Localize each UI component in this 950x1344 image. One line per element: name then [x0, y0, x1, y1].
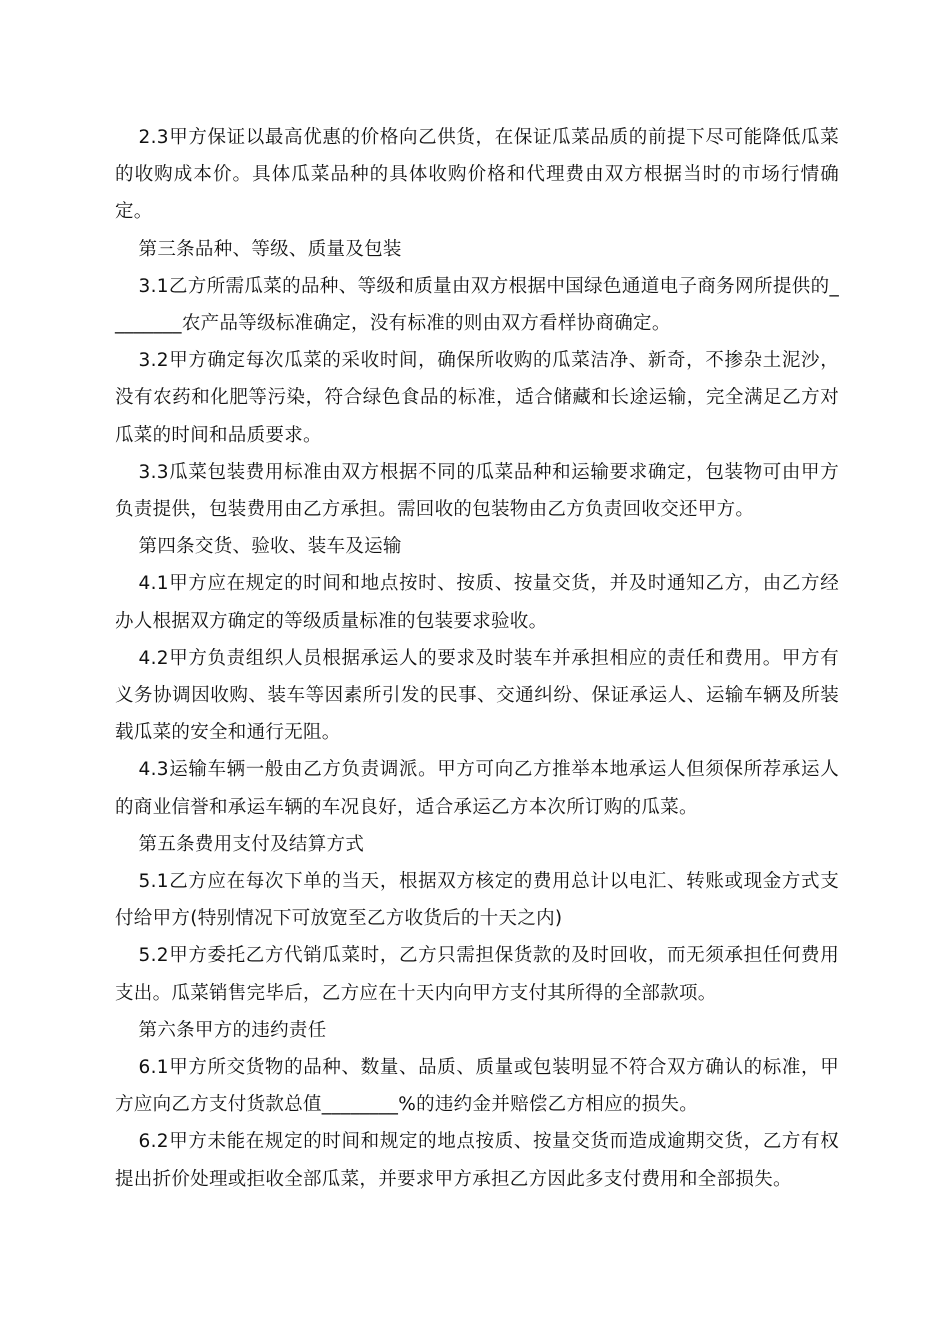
paragraph-4-2: 4.2甲方负责组织人员根据承运人的要求及时装车并承担相应的责任和费用。甲方有义务协调因收购、装车等因素所引发的民事、交通纠纷、保证承运人、运输车辆及所装载瓜菜的安全和通行无阻。 [115, 647, 839, 744]
paragraph-6-2: 6.2甲方未能在规定的时间和规定的地点按质、按量交货而造成逾期交货，乙方有权提出折价处理或拒收全部瓜菜，并要求甲方承担乙方因此多支付费用和全部损失。 [115, 1131, 839, 1190]
section-heading-6: 第六条甲方的违约责任 [138, 1019, 327, 1041]
document-body [115, 119, 839, 1198]
paragraph-2-3: 2.3甲方保证以最高优惠的价格向乙供货，在保证瓜菜品质的前提下尽可能降低瓜菜的收购成本价。具体瓜菜品种的具体收购价格和代理费由双方根据当时的市场行情确定。 [115, 127, 839, 223]
section-heading-4: 第四条交货、验收、装车及运输 [138, 536, 402, 558]
paragraph-5-1: 5.1乙方应在每次下单的当天，根据双方核定的费用总计以电汇、转账或现金方式支付给甲方(特别情况下可放宽至乙方收货后的十天之内) [115, 871, 839, 930]
paragraph-5-2: 5.2甲方委托乙方代销瓜菜时，乙方只需担保货款的及时回收，而无须承担任何费用支出。瓜菜销售完毕后，乙方应在十天内向甲方支付其所得的全部款项。 [115, 945, 839, 1004]
paragraph-3-1: 3.1乙方所需瓜菜的品种、等级和质量由双方根据中国绿色通道电子商务网所提供的________农产品等级标准确定，没有标准的则由双方看样协商确定。 [115, 275, 839, 335]
paragraph-4-1: 4.1甲方应在规定的时间和地点按时、按质、按量交货，并及时通知乙方，由乙方经办人根据双方确定的等级质量标准的包装要求验收。 [115, 573, 839, 632]
paragraph-4-3: 4.3运输车辆一般由乙方负责调派。甲方可向乙方推举本地承运人但须保所荐承运人的商业信誉和承运车辆的车况良好，适合承运乙方本次所订购的瓜菜。 [115, 759, 839, 818]
section-heading-3: 第三条品种、等级、质量及包装 [138, 238, 402, 260]
paragraph-3-2: 3.2甲方确定每次瓜菜的采收时间，确保所收购的瓜菜洁净、新奇，不掺杂土泥沙，没有农药和化肥等污染，符合绿色食品的标准，适合储藏和长途运输，完全满足乙方对瓜菜的时间和品质要求。 [115, 350, 839, 446]
paragraph-3-3: 3.3瓜菜包装费用标准由双方根据不同的瓜菜品种和运输要求确定，包装物可由甲方负责提供，包装费用由乙方承担。需回收的包装物由乙方负责回收交还甲方。 [115, 461, 839, 521]
section-heading-5: 第五条费用支付及结算方式 [138, 833, 365, 855]
paragraph-6-1: 6.1甲方所交货物的品种、数量、品质、质量或包装明显不符合双方确认的标准，甲方应向乙方支付货款总值________%的违约金并赔偿乙方相应的损失。 [115, 1057, 839, 1116]
